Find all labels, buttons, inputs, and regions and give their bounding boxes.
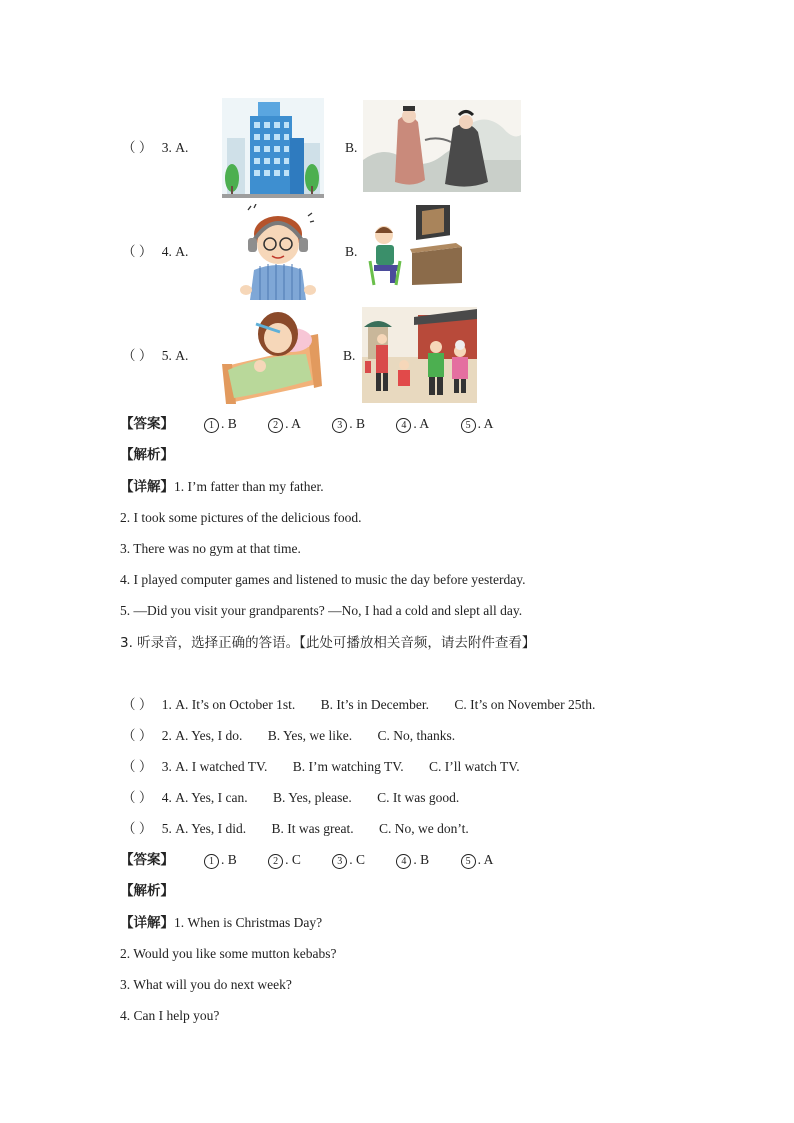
option-b: B. Yes, please.	[273, 790, 352, 805]
option-a: 4. A. Yes, I can.	[161, 790, 248, 805]
option-b: B. It was great.	[271, 821, 354, 836]
option-a: 5. A. Yes, I did.	[161, 821, 247, 836]
answer-paren: （ ）	[122, 244, 153, 259]
option-a: 1. A. It’s on October 1st.	[161, 697, 296, 712]
option-c: C. It’s on November 25th.	[454, 697, 596, 712]
choice-item	[122, 789, 459, 807]
analysis-label: 【解析】	[120, 447, 174, 463]
transcript-line: 2. I took some pictures of the delicious food.	[120, 510, 362, 525]
transcript-line: 3. What will you do next week?	[120, 977, 292, 992]
answer-item: 5 . A	[461, 415, 494, 433]
analysis-line	[120, 914, 322, 932]
transcript-line: 3. There was no gym at that time.	[120, 541, 301, 556]
answer-paren: （ ）	[122, 728, 153, 743]
answer-paren: （ ）	[122, 140, 153, 155]
answer-item: 2 . C	[268, 851, 301, 869]
picture-item-3	[122, 139, 188, 157]
analysis-line	[120, 478, 324, 496]
answer-item: 2 . A	[268, 415, 301, 433]
transcript-line: 2. Would you like some mutton kebabs?	[120, 946, 337, 961]
option-a: 2. A. Yes, I do.	[161, 728, 243, 743]
answer-paren: （ ）	[122, 697, 153, 712]
answer-row-1	[120, 415, 174, 433]
item-number: 3. A.	[161, 140, 189, 155]
option-c: C. I’ll watch TV.	[428, 759, 520, 774]
answer-row-2	[120, 851, 174, 869]
option-b-label: B.	[343, 348, 356, 363]
analysis-label: 【解析】	[120, 883, 174, 899]
item-number: 5. A.	[161, 348, 189, 363]
detail-label: 【详解】	[120, 915, 174, 931]
answer-paren: （ ）	[122, 759, 153, 774]
choice-item	[122, 820, 469, 838]
answer-item: 1 . B	[204, 415, 237, 433]
sick-girl-in-bed-image	[220, 306, 322, 406]
choice-item	[122, 727, 455, 745]
answer-item: 4 . A	[396, 415, 429, 433]
option-c: C. It was good.	[377, 790, 460, 805]
choice-item	[122, 758, 520, 776]
answer-paren: （ ）	[122, 821, 153, 836]
option-c: C. No, thanks.	[377, 728, 456, 743]
picture-item-4	[122, 243, 188, 261]
option-b: B. It’s in December.	[320, 697, 429, 712]
answer-paren: （ ）	[122, 790, 153, 805]
answer-label: 【答案】	[120, 416, 174, 432]
transcript-line: 5. —Did you visit your grandparents? —No, I had a cold and slept all day.	[120, 603, 523, 618]
item-number: 4. A.	[161, 244, 189, 259]
transcript-line: 4. I played computer games and listened to music the day before yesterday.	[120, 572, 526, 587]
answer-item: 4 . B	[396, 851, 429, 869]
option-b: B. I’m watching TV.	[292, 759, 404, 774]
detail-label: 【详解】	[120, 479, 174, 495]
option-b: B. Yes, we like.	[267, 728, 353, 743]
answer-list-2	[204, 851, 493, 869]
answer-label: 【答案】	[120, 852, 174, 868]
choice-item	[122, 696, 595, 714]
ancient-poets-image	[363, 100, 521, 192]
option-c: C. No, we don’t.	[379, 821, 469, 836]
section-title: 3. 听录音，选择正确的答语。【此处可播放相关音频，请去附件查看】	[120, 635, 536, 651]
picture-item-5	[122, 347, 188, 365]
option-a: 3. A. I watched TV.	[161, 759, 268, 774]
option-b-label: B.	[345, 140, 358, 155]
answer-item: 5 . A	[461, 851, 494, 869]
answer-item: 3 . B	[332, 415, 365, 433]
family-visit-image	[362, 307, 477, 403]
boy-with-headphones-image	[236, 204, 320, 302]
answer-item: 3 . C	[332, 851, 365, 869]
boy-watching-tv-image	[366, 205, 466, 289]
office-building-image	[222, 98, 324, 198]
transcript-line: 1. When is Christmas Day?	[174, 915, 323, 930]
answer-item: 1 . B	[204, 851, 237, 869]
answer-list-1	[204, 415, 493, 433]
transcript-line: 1. I’m fatter than my father.	[174, 479, 324, 494]
option-b-label: B.	[345, 244, 358, 259]
transcript-line: 4. Can I help you?	[120, 1008, 220, 1023]
answer-paren: （ ）	[122, 348, 153, 363]
